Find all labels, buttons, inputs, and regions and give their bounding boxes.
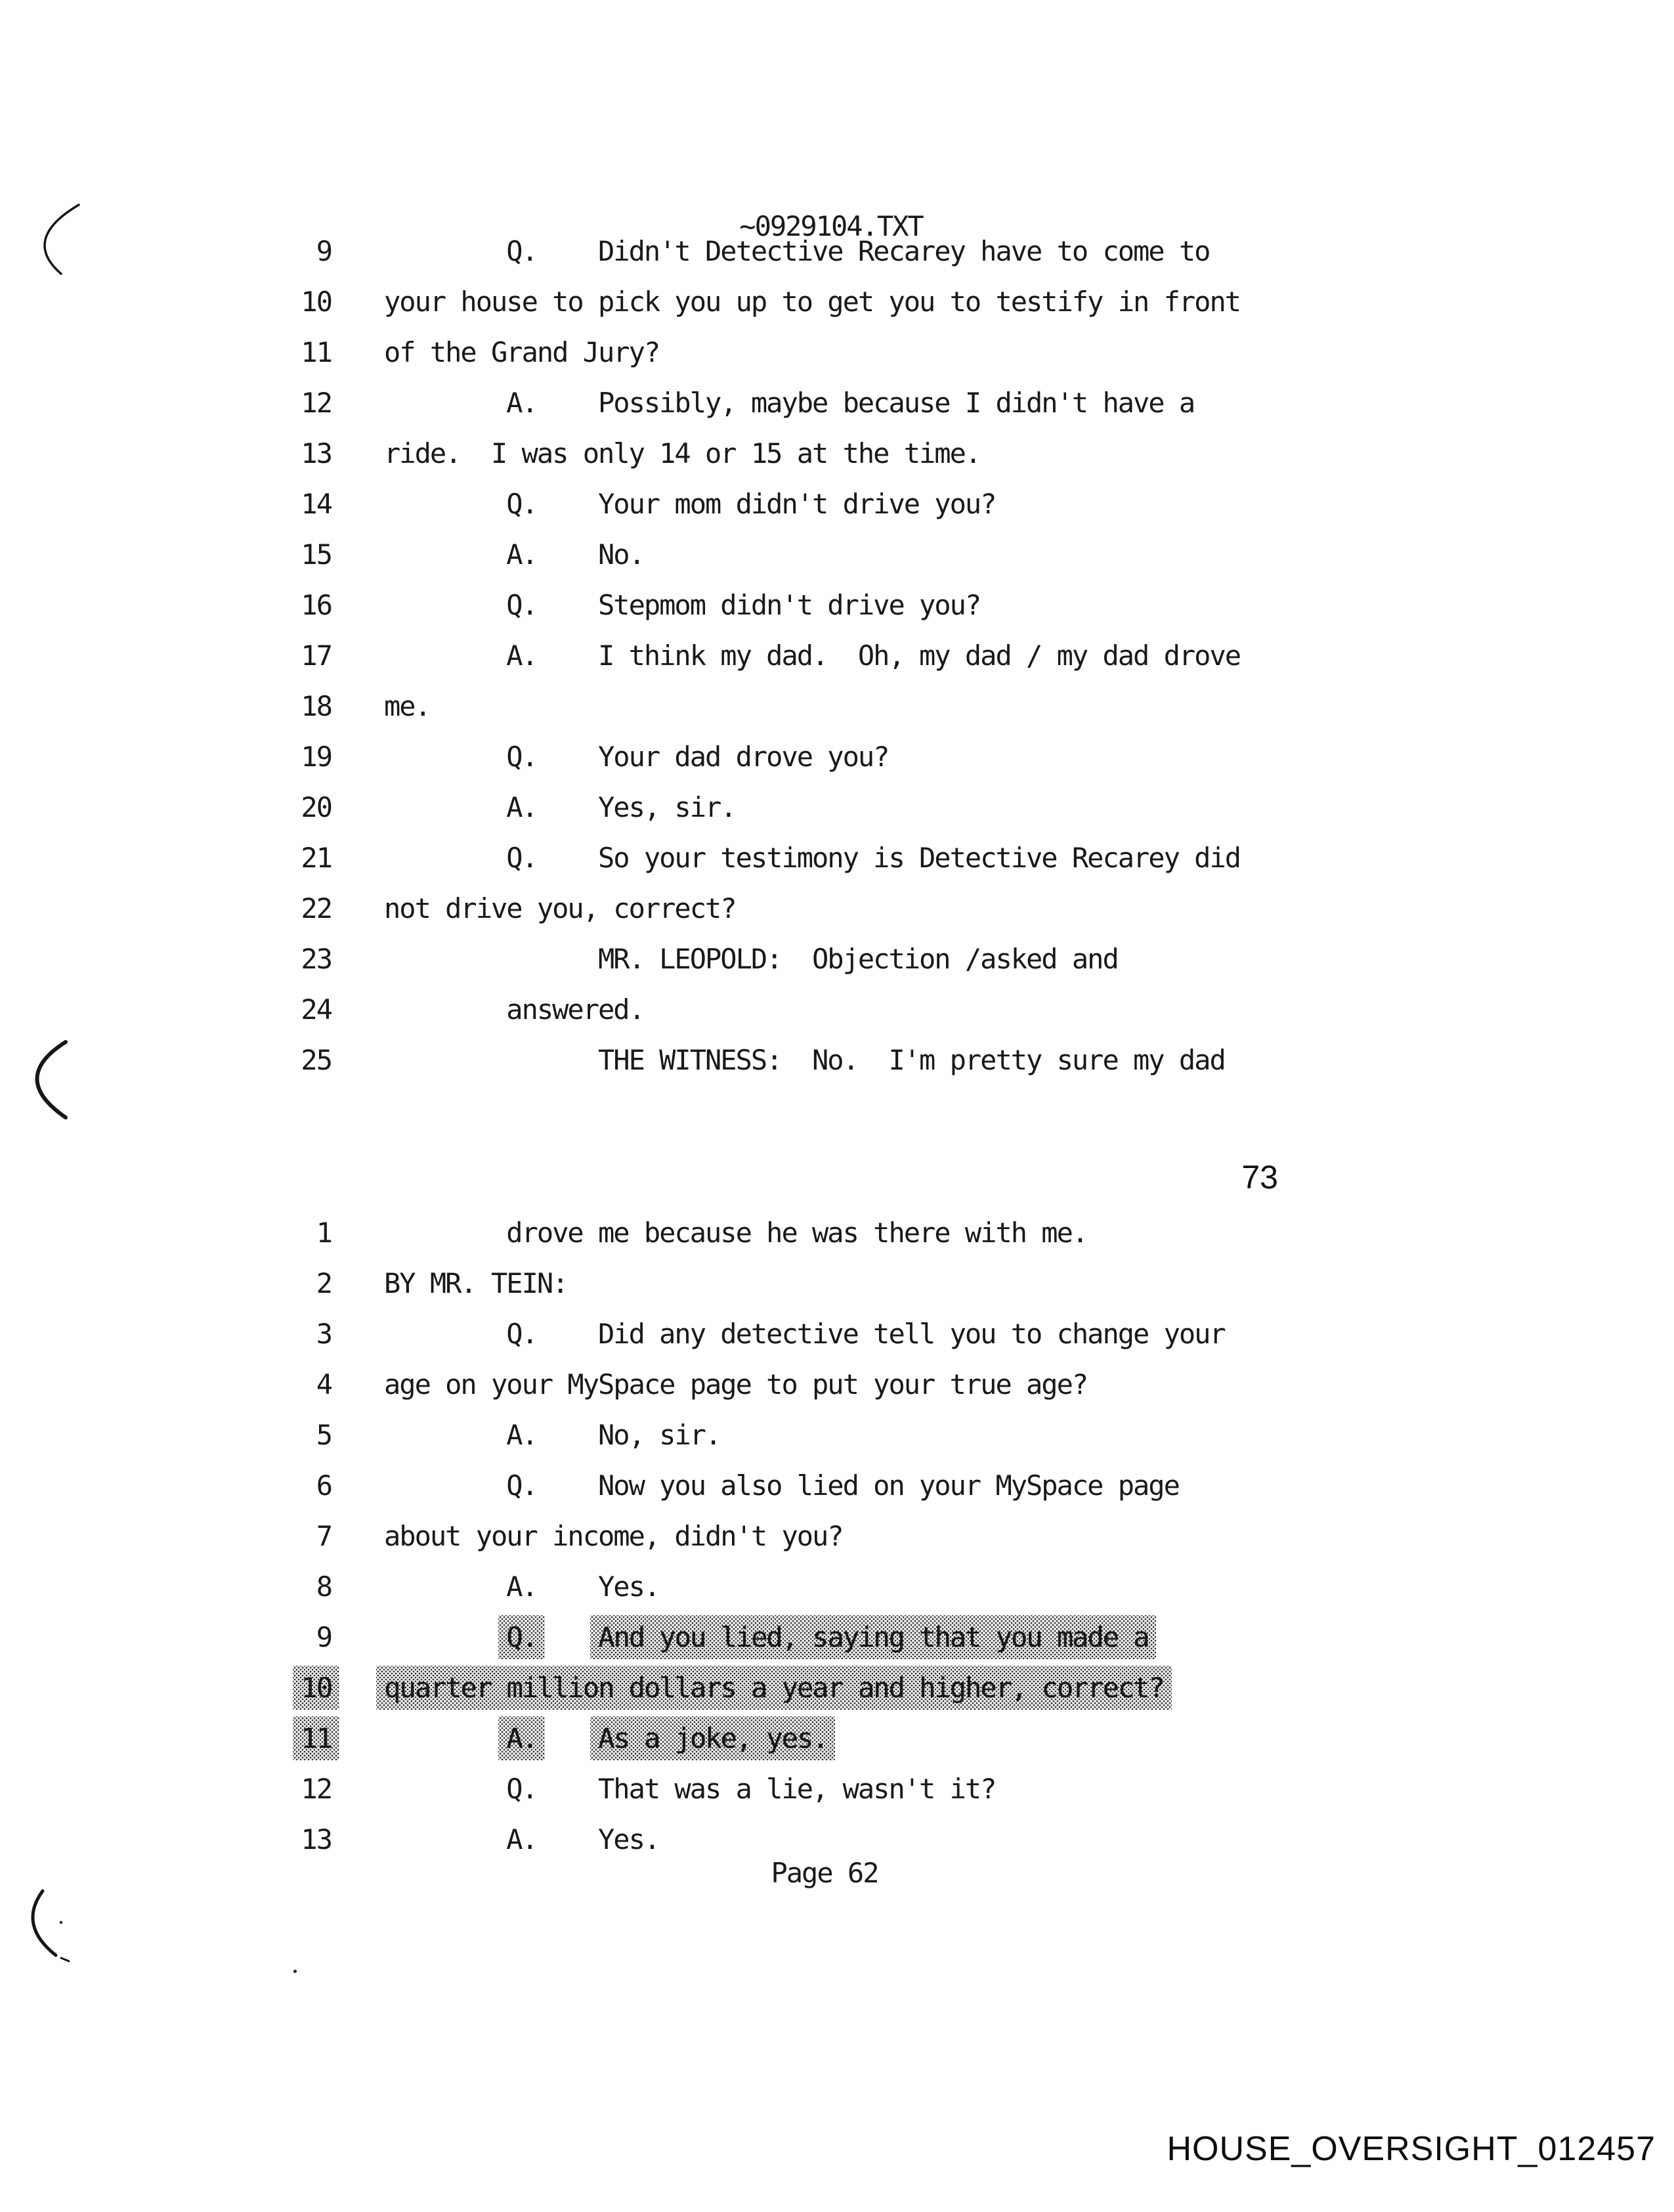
line-number: 18 (301, 690, 332, 722)
transcript-line (0, 739, 1674, 789)
line-text: not drive you, correct? (384, 892, 736, 924)
transcript-line (0, 1619, 1674, 1670)
transcript-line (0, 587, 1674, 638)
transcript-line (0, 840, 1674, 890)
scan-mark-arc-bottom (30, 1886, 79, 1968)
scan-mark-arc-top (41, 201, 87, 280)
line-text: Q. Did any detective tell you to change your (384, 1318, 1225, 1350)
line-number: 8 (316, 1571, 332, 1603)
line-text: Q. Your dad drove you? (384, 741, 889, 773)
line-number: 13 (301, 437, 332, 469)
line-text: A. I think my dad. Oh, my dad / my dad drove (384, 640, 1241, 672)
line-number: 3 (316, 1318, 332, 1350)
line-text: MR. LEOPOLD: Objection /asked and (384, 943, 1118, 975)
scan-mark-arc-middle (32, 1037, 77, 1123)
line-number: 6 (316, 1469, 332, 1502)
page-number-73: 73 (1241, 1159, 1278, 1196)
line-text: A. Yes, sir. (384, 791, 736, 823)
line-number: 25 (301, 1044, 332, 1076)
line-text: A. Possibly, maybe because I didn't have a (384, 387, 1195, 419)
transcript-line (0, 688, 1674, 739)
line-number: 24 (301, 993, 332, 1026)
line-number: 9 (316, 1621, 332, 1653)
transcript-line (0, 486, 1674, 536)
line-text: A. Yes. (384, 1571, 660, 1603)
line-text: answered. (384, 993, 644, 1026)
transcript-line (0, 1366, 1674, 1417)
transcript-line (0, 1518, 1674, 1569)
highlighted-text: Q. (498, 1615, 545, 1659)
line-text: Q. Didn't Detective Recarey have to come to (384, 235, 1210, 267)
line-number: 23 (301, 943, 332, 975)
line-number: 20 (301, 791, 332, 823)
transcript-line (0, 1316, 1674, 1366)
line-text: A. No. (384, 538, 644, 571)
line-number: 21 (301, 842, 332, 874)
highlighted-text: A. (498, 1716, 545, 1760)
line-text (384, 1670, 1164, 1706)
transcript-line (0, 435, 1674, 486)
line-number: 10 (301, 286, 332, 318)
highlighted-text: quarter million dollars a year and higher, correct? (376, 1666, 1172, 1710)
highlighted-text: And you lied, saying that you made a (590, 1615, 1156, 1659)
transcript-line (0, 233, 1674, 284)
line-number: 17 (301, 640, 332, 672)
line-text: THE WITNESS: No. I'm pretty sure my dad (384, 1044, 1225, 1076)
transcript-line (0, 385, 1674, 435)
line-text: your house to pick you up to get you to testify in front (384, 286, 1241, 318)
line-text: Q. Your mom didn't drive you? (384, 488, 996, 520)
line-text: BY MR. TEIN: (384, 1267, 568, 1299)
line-number: 10 (0, 1670, 332, 1706)
line-text: about your income, didn't you? (384, 1520, 843, 1552)
line-number: 11 (301, 336, 332, 368)
line-text: Q. That was a lie, wasn't it? (384, 1773, 996, 1805)
line-text: Q. Now you also lied on your MySpace page (384, 1469, 1179, 1502)
line-number: 16 (301, 589, 332, 621)
line-text: Q. Stepmom didn't drive you? (384, 589, 981, 621)
line-number: 1 (316, 1217, 332, 1249)
line-number: 11 (0, 1720, 332, 1757)
line-number: 12 (301, 1773, 332, 1805)
line-text: age on your MySpace page to put your true age? (384, 1368, 1088, 1400)
transcript-line (0, 991, 1674, 1042)
line-number: 15 (301, 538, 332, 571)
line-text (384, 1619, 1148, 1656)
transcript-page-72 (0, 233, 1674, 1093)
transcript-line (0, 1720, 1674, 1771)
line-text: of the Grand Jury? (384, 336, 660, 368)
line-text: ride. I was only 14 or 15 at the time. (384, 437, 981, 469)
line-number: 19 (301, 741, 332, 773)
line-number: 9 (316, 235, 332, 267)
transcript-line (0, 284, 1674, 334)
transcript-line (0, 789, 1674, 840)
transcript-filename-header: ~0929104.TXT (739, 210, 923, 242)
transcript-line (0, 638, 1674, 688)
transcript-line (0, 1670, 1674, 1720)
line-number: 22 (301, 892, 332, 924)
line-number: 12 (301, 387, 332, 419)
transcript-line (0, 1265, 1674, 1316)
transcript-line (0, 1215, 1674, 1265)
line-number: 5 (316, 1419, 332, 1451)
transcript-line (0, 1417, 1674, 1467)
transcript-line (0, 1042, 1674, 1093)
line-number: 14 (301, 488, 332, 520)
scan-speck-dot (293, 1970, 297, 1973)
line-text: me. (384, 690, 430, 722)
line-text: Q. So your testimony is Detective Recarey did (384, 842, 1241, 874)
page-footer-label: Page 62 (771, 1857, 878, 1889)
line-text: A. Yes. (384, 1823, 660, 1855)
transcript-page-73 (0, 1215, 1674, 1872)
transcript-line (0, 1771, 1674, 1821)
line-number: 2 (316, 1267, 332, 1299)
transcript-line (0, 334, 1674, 385)
transcript-line (0, 536, 1674, 587)
bates-stamp: HOUSE_OVERSIGHT_012457 (1167, 2130, 1656, 2168)
line-number: 4 (316, 1368, 332, 1400)
transcript-line (0, 1467, 1674, 1518)
line-number: 7 (316, 1520, 332, 1552)
highlighted-text: As a joke, yes. (590, 1716, 835, 1760)
line-text: drove me because he was there with me. (384, 1217, 1088, 1249)
transcript-line (0, 1569, 1674, 1619)
transcript-line (0, 941, 1674, 991)
line-number: 13 (301, 1823, 332, 1855)
line-text: A. No, sir. (384, 1419, 721, 1451)
transcript-line (0, 890, 1674, 941)
line-text (384, 1720, 827, 1757)
